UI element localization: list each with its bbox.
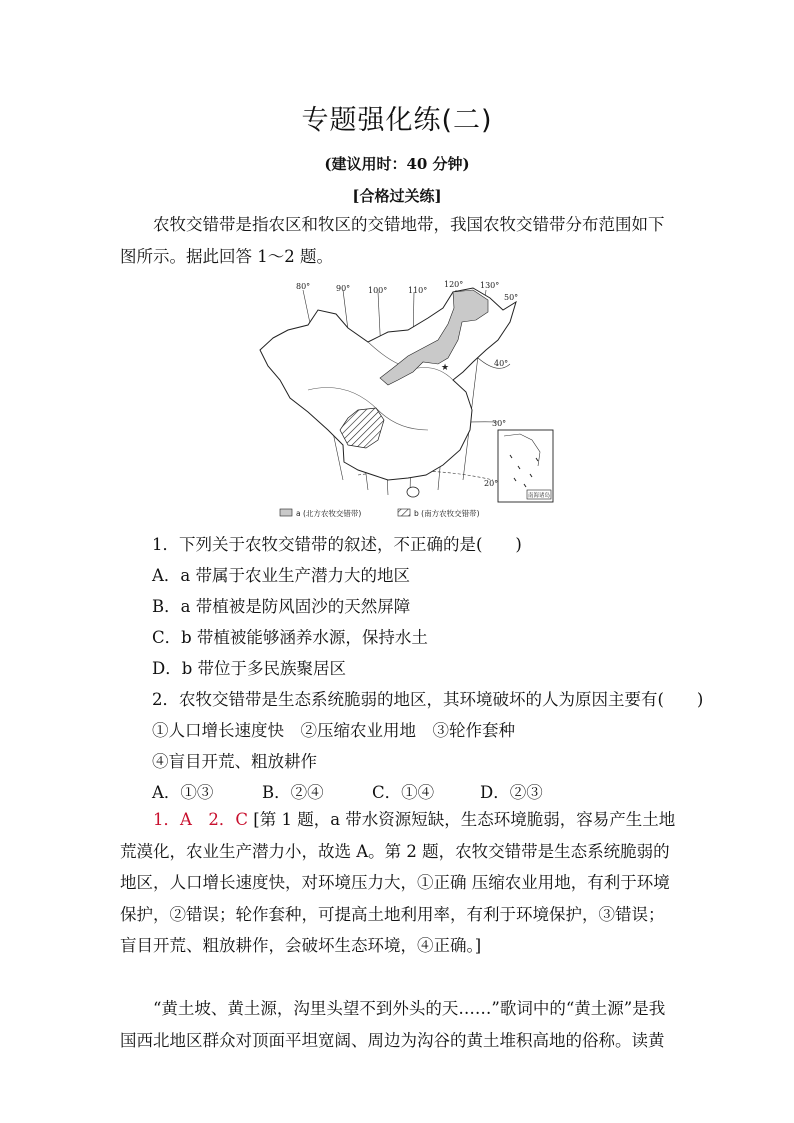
lon-label: 80° xyxy=(296,282,311,291)
legend-label-b: b (南方农牧交错带) xyxy=(414,509,480,518)
next-intro-paragraph: “黄土坡、黄土源，沟里头望不到外头的天……”歌词中的“黄土源”是我国西北地区群众对顶面平坦宽阔、周边为沟谷的黄土堆积高地的俗称。读黄 xyxy=(120,999,666,1050)
q2-options xyxy=(152,779,543,803)
q1-option-a: A．a 带属于农业生产潜力大的地区 xyxy=(152,566,410,585)
lon-label: 120° xyxy=(444,280,464,289)
section-heading: [合格过关练] xyxy=(352,187,442,205)
time-note: (建议用时：40 分钟) xyxy=(324,155,470,173)
q2-items-line2: ④盲目开荒、粗放耕作 xyxy=(152,752,317,771)
china-map-figure xyxy=(248,280,568,520)
map-legend xyxy=(280,508,480,518)
capital-star-icon: ★ xyxy=(441,363,450,373)
south-china-sea-inset xyxy=(498,430,553,502)
q2-stem: 2．农牧交错带是生态系统脆弱的地区，其环境破坏的人为原因主要有( ) xyxy=(152,690,704,709)
q1-option-d: D．b 带位于多民族聚居区 xyxy=(152,659,347,678)
lat-label: 20° xyxy=(484,479,499,488)
lon-label: 90° xyxy=(336,284,351,293)
q2-option-a: A．①③ xyxy=(152,783,214,802)
q1-option-b: B．a 带植被是防风固沙的天然屏障 xyxy=(152,597,411,616)
legend-swatch-b xyxy=(398,509,410,516)
q2-items-line1: ①人口增长速度快 ②压缩农业用地 ③轮作套种 xyxy=(152,721,515,740)
lat-label: 40° xyxy=(494,359,509,368)
answer-block xyxy=(120,804,676,962)
lon-label: 100° xyxy=(368,286,388,295)
lon-label: 130° xyxy=(480,281,500,290)
q2-option-b: B．②④ xyxy=(262,783,324,802)
hainan-island xyxy=(407,487,419,497)
lon-label: 110° xyxy=(408,286,428,295)
q1-stem: 1．下列关于农牧交错带的叙述，不正确的是( ) xyxy=(152,535,522,554)
legend-label-a: a (北方农牧交错带) xyxy=(296,509,362,518)
legend-swatch-a xyxy=(280,509,292,516)
answer-key: 1．A 2．C xyxy=(153,810,249,829)
inset-label: 南海诸岛 xyxy=(528,493,551,499)
q2-option-c: C．①④ xyxy=(372,783,435,802)
q2-option-d: D．②③ xyxy=(480,783,543,802)
intro-paragraph: 农牧交错带是指农区和牧区的交错地带，我国农牧交错带分布范围如下图所示。据此回答 1～2 题。 xyxy=(120,215,665,266)
page-title: 专题强化练(二) xyxy=(301,105,493,136)
lat-label: 50° xyxy=(504,293,519,302)
answer-explanation: [第 1 题，a 带水资源短缺，生态环境脆弱，容易产生土地荒漠化，农业生产潜力小，故选 A。第 2 题，农牧交错带是生态系统脆弱的地区，人口增长速度快，对环境压力大，①正确 压缩农业用地，有利于环境保护，②错误；轮作套种，可提高土地利用率，有利于环境保护，③错误；盲目开荒、粗放耕作，会破坏生态环境，④正确。] xyxy=(120,810,676,955)
q1-option-c: C．b 带植被能够涵养水源，保持水土 xyxy=(152,628,428,647)
lat-label: 30° xyxy=(492,419,507,428)
